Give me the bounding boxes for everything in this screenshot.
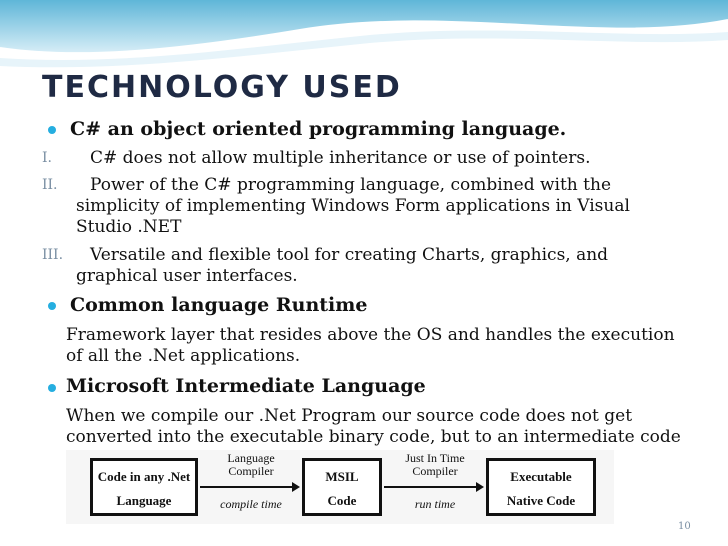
source-code-box: [90, 458, 198, 516]
arrow-right-icon: [292, 482, 300, 492]
jit-compiler-label: Just In Time Compiler: [405, 451, 465, 478]
sub-item-3-line-1: Versatile and flexible tool for creating Charts, graphics, and: [90, 245, 609, 265]
slide-title: TECHNOLOGY USED: [42, 70, 402, 105]
clr-description-line-2: of all the .Net applications.: [66, 346, 301, 366]
roman-numeral-2: II.: [42, 177, 58, 193]
native-code-box: [486, 458, 596, 516]
source-code-box-line-1: Code in any .Net: [97, 469, 191, 484]
bullet-dot-icon: [48, 126, 56, 134]
arrow-run-line: [384, 486, 476, 488]
bullet-msil: Microsoft Intermediate Language: [66, 375, 426, 397]
msil-description-line-1: When we compile our .Net Program our source code does not get: [66, 406, 633, 426]
page-number: 10: [678, 521, 691, 532]
native-box-line-2: Native Code: [506, 493, 576, 508]
msil-description-line-2: converted into the executable binary code, but to an intermediate code: [66, 427, 681, 447]
sub-item-2-line-3: Studio .NET: [76, 217, 182, 237]
header-wave-decoration: [0, 0, 728, 70]
sub-item-2-line-2: simplicity of implementing Windows Form applications in Visual: [76, 196, 630, 216]
language-compiler-label: Language Compiler: [227, 451, 275, 478]
msil-box-line-1: MSIL: [325, 469, 359, 484]
native-box-line-1: Executable: [510, 469, 572, 484]
msil-code-box: [302, 458, 382, 516]
bullet-clr: Common language Runtime: [70, 294, 368, 316]
bullet-dot-icon: [48, 384, 56, 392]
source-code-box-line-2: Language: [116, 493, 172, 508]
msil-box-line-2: Code: [327, 493, 357, 508]
bullet-dot-icon: [48, 302, 56, 310]
bullet-csharp: C# an object oriented programming language.: [70, 118, 567, 140]
clr-description-line-1: Framework layer that resides above the OS and handles the execution: [66, 325, 675, 345]
roman-numeral-3: III.: [42, 247, 64, 263]
arrow-right-icon: [476, 482, 484, 492]
sub-item-2-line-1: Power of the C# programming language, combined with the: [90, 175, 611, 195]
compilation-flow-diagram: [66, 450, 614, 524]
run-time-label: run time: [414, 497, 456, 511]
sub-item-3-line-2: graphical user interfaces.: [76, 266, 298, 286]
compile-time-label: compile time: [220, 497, 282, 511]
arrow-compile-line: [200, 486, 292, 488]
roman-numeral-1: I.: [42, 150, 52, 166]
sub-item-1-line-1: C# does not allow multiple inheritance or use of pointers.: [90, 148, 591, 168]
